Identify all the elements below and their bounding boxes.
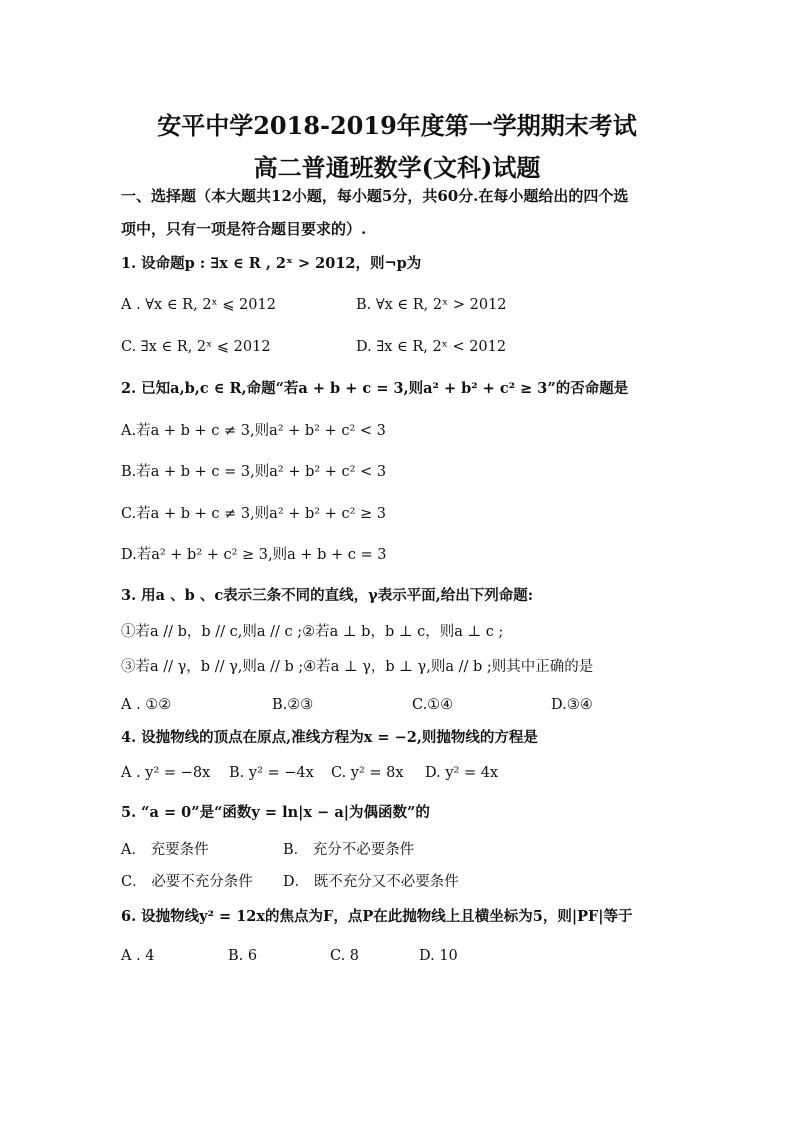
exam-title: 安平中学2018-2019年度第一学期期末考试 <box>157 111 637 140</box>
question-1-option-b: B. ∀x ∈ R, 2ˣ > 2012 <box>356 297 507 313</box>
question-2-option-b: B.若a + b + c = 3,则a² + b² + c² < 3 <box>121 464 387 480</box>
question-3-option-a: A . ①② <box>121 697 172 713</box>
question-1-stem: 1. 设命题p : ∃x ∈ R , 2ˣ > 2012，则¬p为 <box>121 255 422 272</box>
question-5-option-a: A． 充要条件 <box>121 842 209 858</box>
section-heading-line1: 一、选择题（本大题共12小题，每小题5分，共60分.在每小题给出的四个选 <box>121 187 629 205</box>
question-6-stem: 6. 设抛物线y² = 12x的焦点为F，点P在此抛物线上且横坐标为5，则|PF|等于 <box>121 908 633 925</box>
question-3-stem: 3. 用a 、b 、c表示三条不同的直线，γ表示平面,给出下列命题: <box>121 587 534 604</box>
question-1-option-c: C. ∃x ∈ R, 2ˣ ⩽ 2012 <box>121 339 271 355</box>
question-2-stem: 2. 已知a,b,c ∈ R,命题“若a + b + c = 3,则a² + b² + c² ≥ 3”的否命题是 <box>121 380 629 397</box>
question-4-option-a: A . y² = −8x <box>121 765 211 781</box>
question-5-option-d: D． 既不充分又不必要条件 <box>283 874 459 890</box>
question-4-option-c: C. y² = 8x <box>331 765 404 781</box>
question-5-stem: 5. “a = 0”是“函数y = ln|x − a|为偶函数”的 <box>121 804 430 821</box>
question-4-stem: 4. 设抛物线的顶点在原点,准线方程为x = −2,则抛物线的方程是 <box>121 729 538 746</box>
question-3-option-b: B.②③ <box>272 697 314 713</box>
question-6-option-a: A . 4 <box>121 948 155 964</box>
section-heading-line2: 项中，只有一项是符合题目要求的）. <box>121 220 367 238</box>
question-2-option-d: D.若a² + b² + c² ≥ 3,则a + b + c = 3 <box>121 547 387 563</box>
question-6-option-c: C. 8 <box>330 948 360 964</box>
exam-subtitle: 高二普通班数学(文科)试题 <box>253 153 541 182</box>
question-1-option-a: A . ∀x ∈ R, 2ˣ ⩽ 2012 <box>121 297 276 313</box>
question-6-option-d: D. 10 <box>419 948 458 964</box>
question-3-propositions-line2: ③若a // γ，b // γ,则a // b ;④若a ⊥ γ，b ⊥ γ,则a // b ;则其中正确的是 <box>121 659 594 675</box>
question-6-option-b: B. 6 <box>228 948 258 964</box>
question-2-option-c: C.若a + b + c ≠ 3,则a² + b² + c² ≥ 3 <box>121 506 386 522</box>
question-3-option-c: C.①④ <box>412 697 454 713</box>
question-1-option-d: D. ∃x ∈ R, 2ˣ < 2012 <box>356 339 507 355</box>
question-5-option-b: B． 充分不必要条件 <box>283 842 415 858</box>
question-4-option-b: B. y² = −4x <box>229 765 314 781</box>
question-2-option-a: A.若a + b + c ≠ 3,则a² + b² + c² < 3 <box>121 423 386 439</box>
question-3-option-d: D.③④ <box>551 697 593 713</box>
question-3-propositions-line1: ①若a // b，b // c,则a // c ;②若a ⊥ b，b ⊥ c，则a ⊥ c ; <box>121 624 504 640</box>
question-5-option-c: C． 必要不充分条件 <box>121 874 253 890</box>
question-4-option-d: D. y² = 4x <box>425 765 499 781</box>
